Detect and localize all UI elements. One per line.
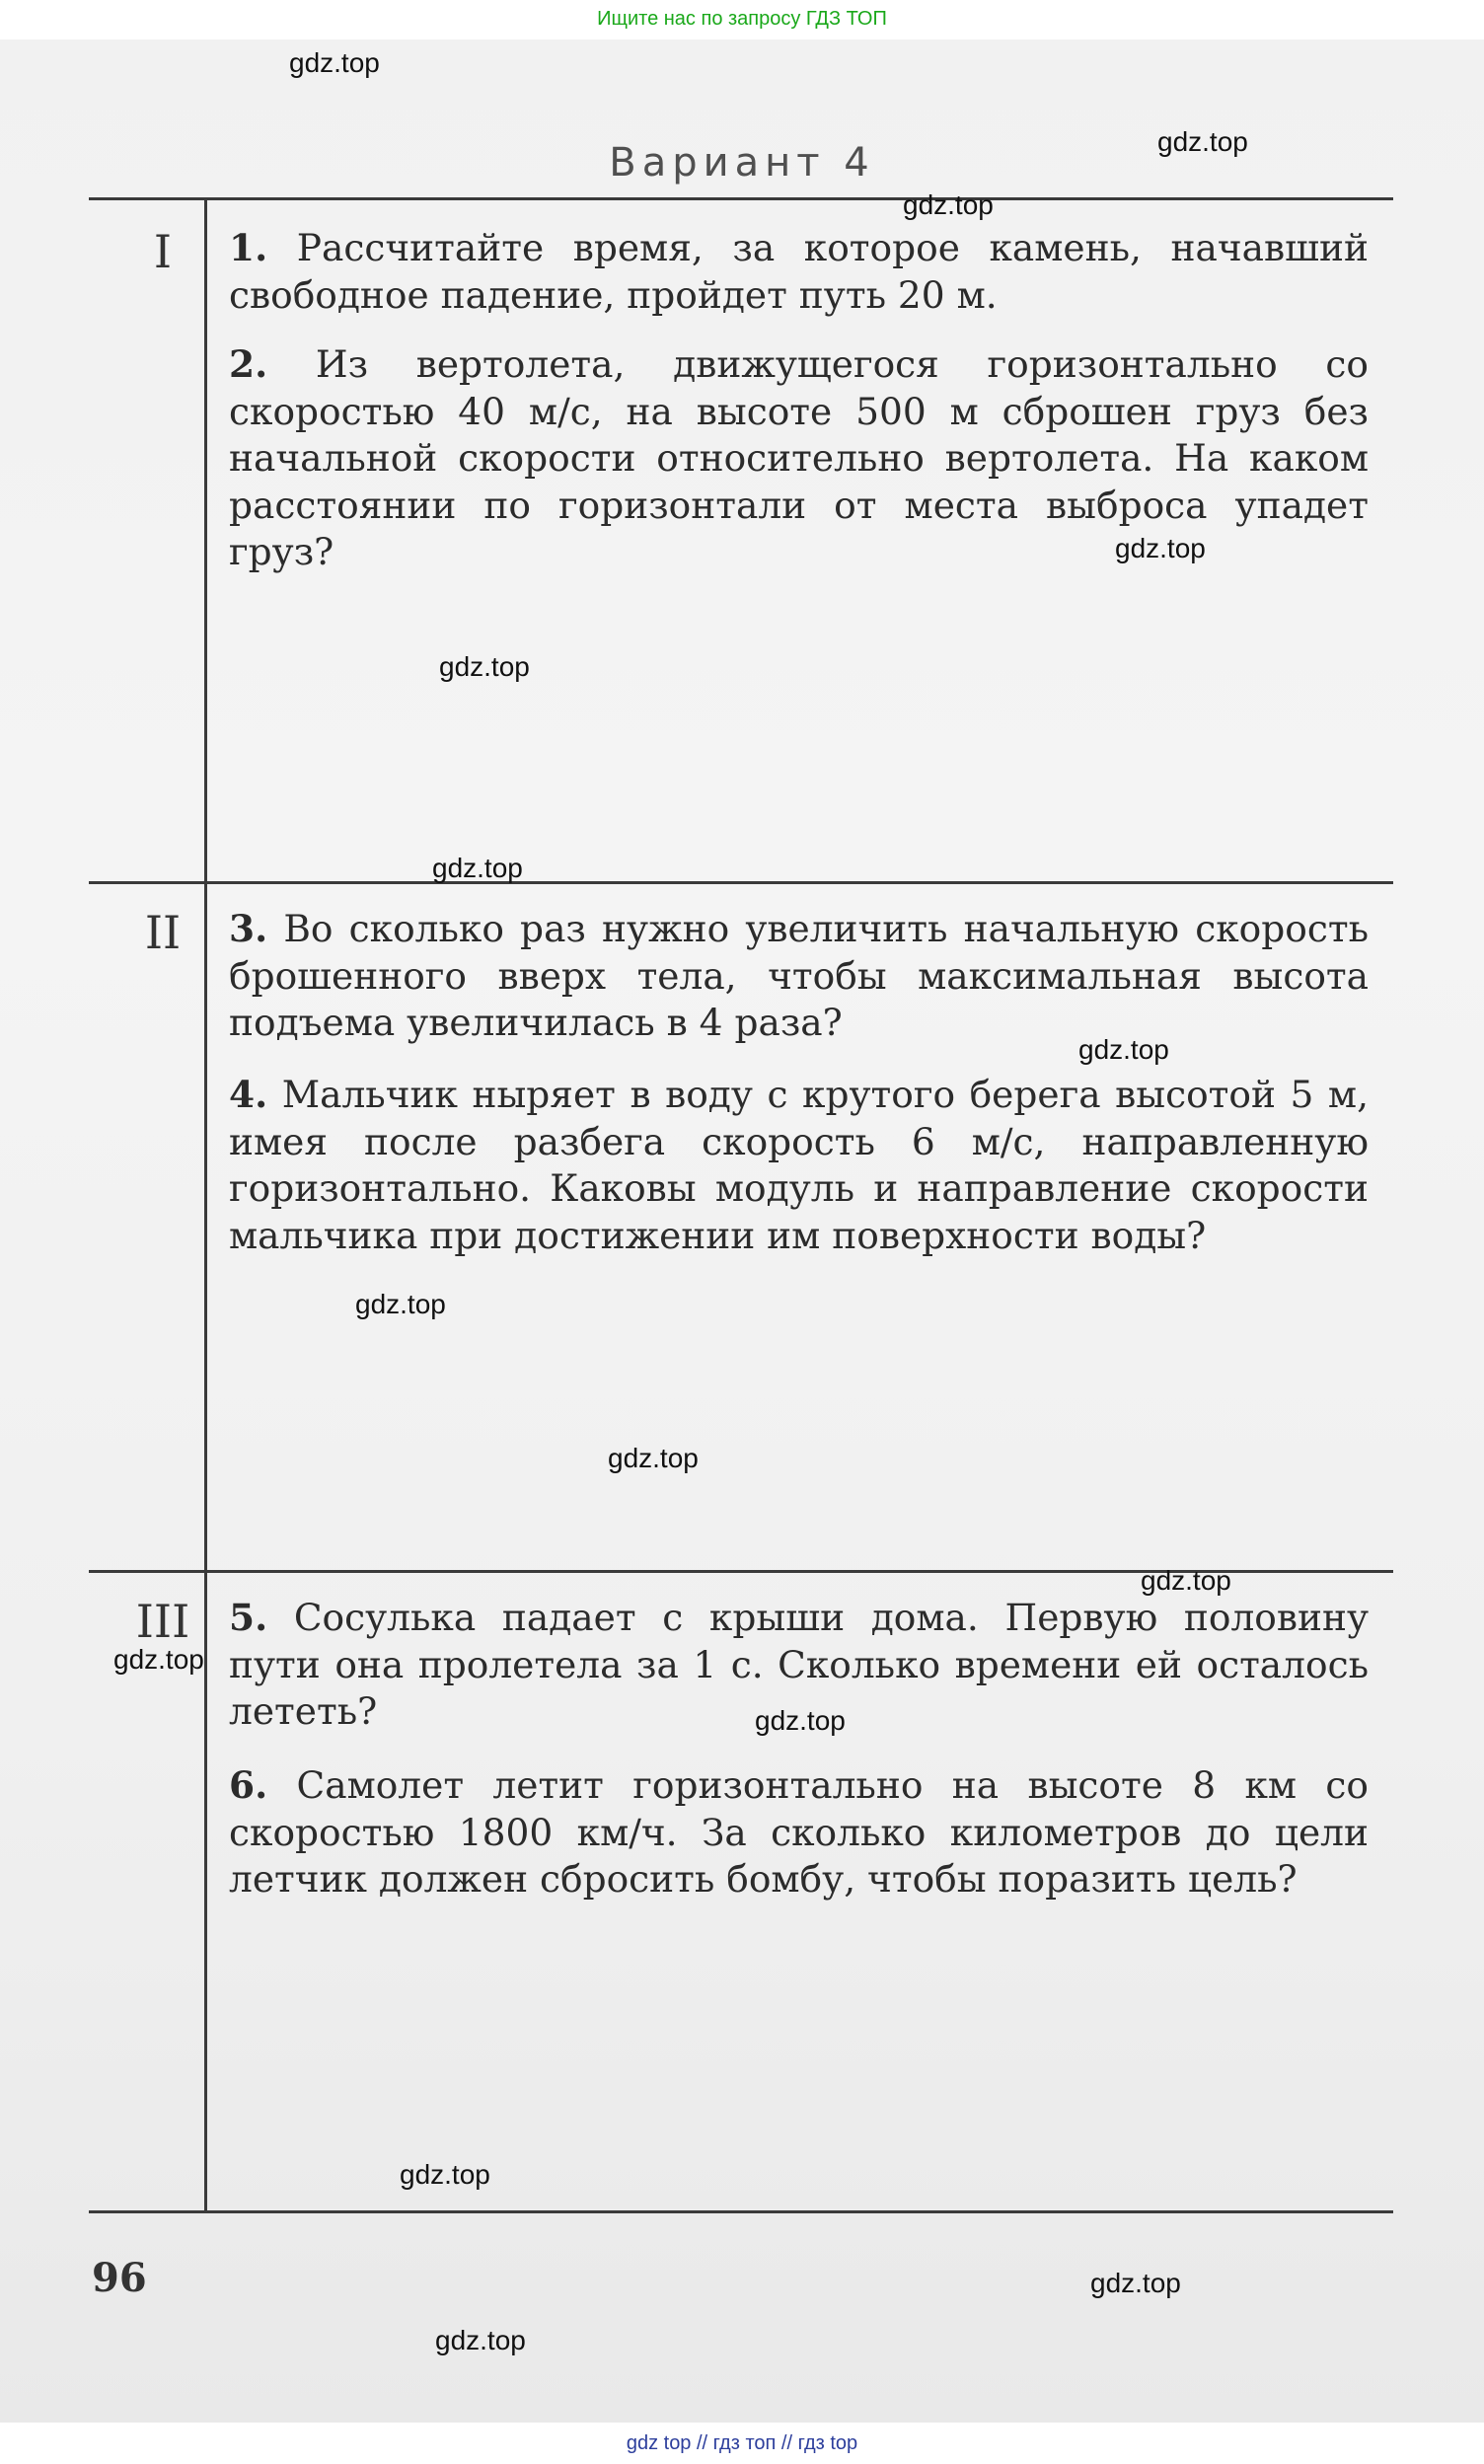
watermark: gdz.top (608, 1443, 699, 1473)
task-3 (229, 906, 1369, 1047)
watermark: gdz.top (289, 47, 380, 78)
watermark: gdz.top (1157, 126, 1248, 157)
variant-title: Вариант 4 (609, 140, 875, 186)
watermark: gdz.top (439, 651, 530, 682)
task-1 (229, 225, 1369, 319)
task-number: 4. (229, 1073, 268, 1116)
task-text: Из вертолета, движущегося горизонтально со скоростью 40 м/с, на высоте 500 м сброшен груз без начальной скорости относительно вертолета. На каком расстоянии по горизонтали от места выброса упадет груз? (229, 342, 1369, 573)
section-level-iii: III (135, 1595, 190, 1648)
header-banner[interactable]: Ищите нас по запросу ГДЗ ТОП (0, 0, 1484, 39)
watermark: gdz.top (400, 2159, 490, 2190)
table-bottom-rule (89, 2210, 1393, 2213)
table-top-rule (89, 197, 1393, 200)
task-text: Мальчик ныряет в воду с крутого берега высотой 5 м, имея после разбега скорость 6 м/с, направленную горизонтально. Каковы модуль и направление скорости мальчика при достижении им поверхности воды? (229, 1073, 1369, 1257)
section-divider-1 (89, 881, 1393, 884)
section-level-ii: II (144, 906, 182, 959)
watermark: gdz.top (435, 2325, 526, 2355)
table-column-rule (204, 197, 207, 2213)
watermark: gdz.top (113, 1644, 204, 1675)
watermark: gdz.top (432, 853, 523, 883)
task-text: Самолет летит горизонтально на высоте 8 км со скоростью 1800 км/ч. За сколько километров до цели летчик должен сбросить бомбу, чтобы поразить цель? (229, 1763, 1370, 1901)
footer-banner[interactable]: gdz top // гдз топ // гдз top (0, 2423, 1484, 2464)
task-text: Рассчитайте время, за которое камень, начавший свободное падение, пройдет путь 20 м. (229, 226, 1370, 317)
task-number: 1. (229, 226, 268, 269)
task-number: 2. (229, 342, 268, 386)
watermark: gdz.top (1090, 2268, 1181, 2298)
watermark: gdz.top (1115, 533, 1206, 563)
watermark: gdz.top (355, 1289, 446, 1319)
task-4 (229, 1072, 1369, 1259)
watermark: gdz.top (903, 189, 994, 220)
watermark: gdz.top (1141, 1565, 1231, 1596)
section-level-i: I (153, 225, 173, 278)
task-6 (229, 1762, 1369, 1904)
task-text: Во сколько раз нужно увеличить начальную скорость брошенного вверх тела, чтобы максимальная высота подъема увеличилась в 4 раза? (229, 907, 1369, 1044)
task-text: Сосулька падает с крыши дома. Первую половину пути она пролетела за 1 с. Сколько времени ей осталось лететь? (229, 1596, 1370, 1733)
task-number: 3. (229, 907, 268, 950)
watermark: gdz.top (1078, 1034, 1169, 1065)
task-number: 5. (229, 1596, 268, 1639)
page-number: 96 (92, 2255, 147, 2301)
watermark: gdz.top (755, 1705, 846, 1736)
task-number: 6. (229, 1763, 268, 1807)
